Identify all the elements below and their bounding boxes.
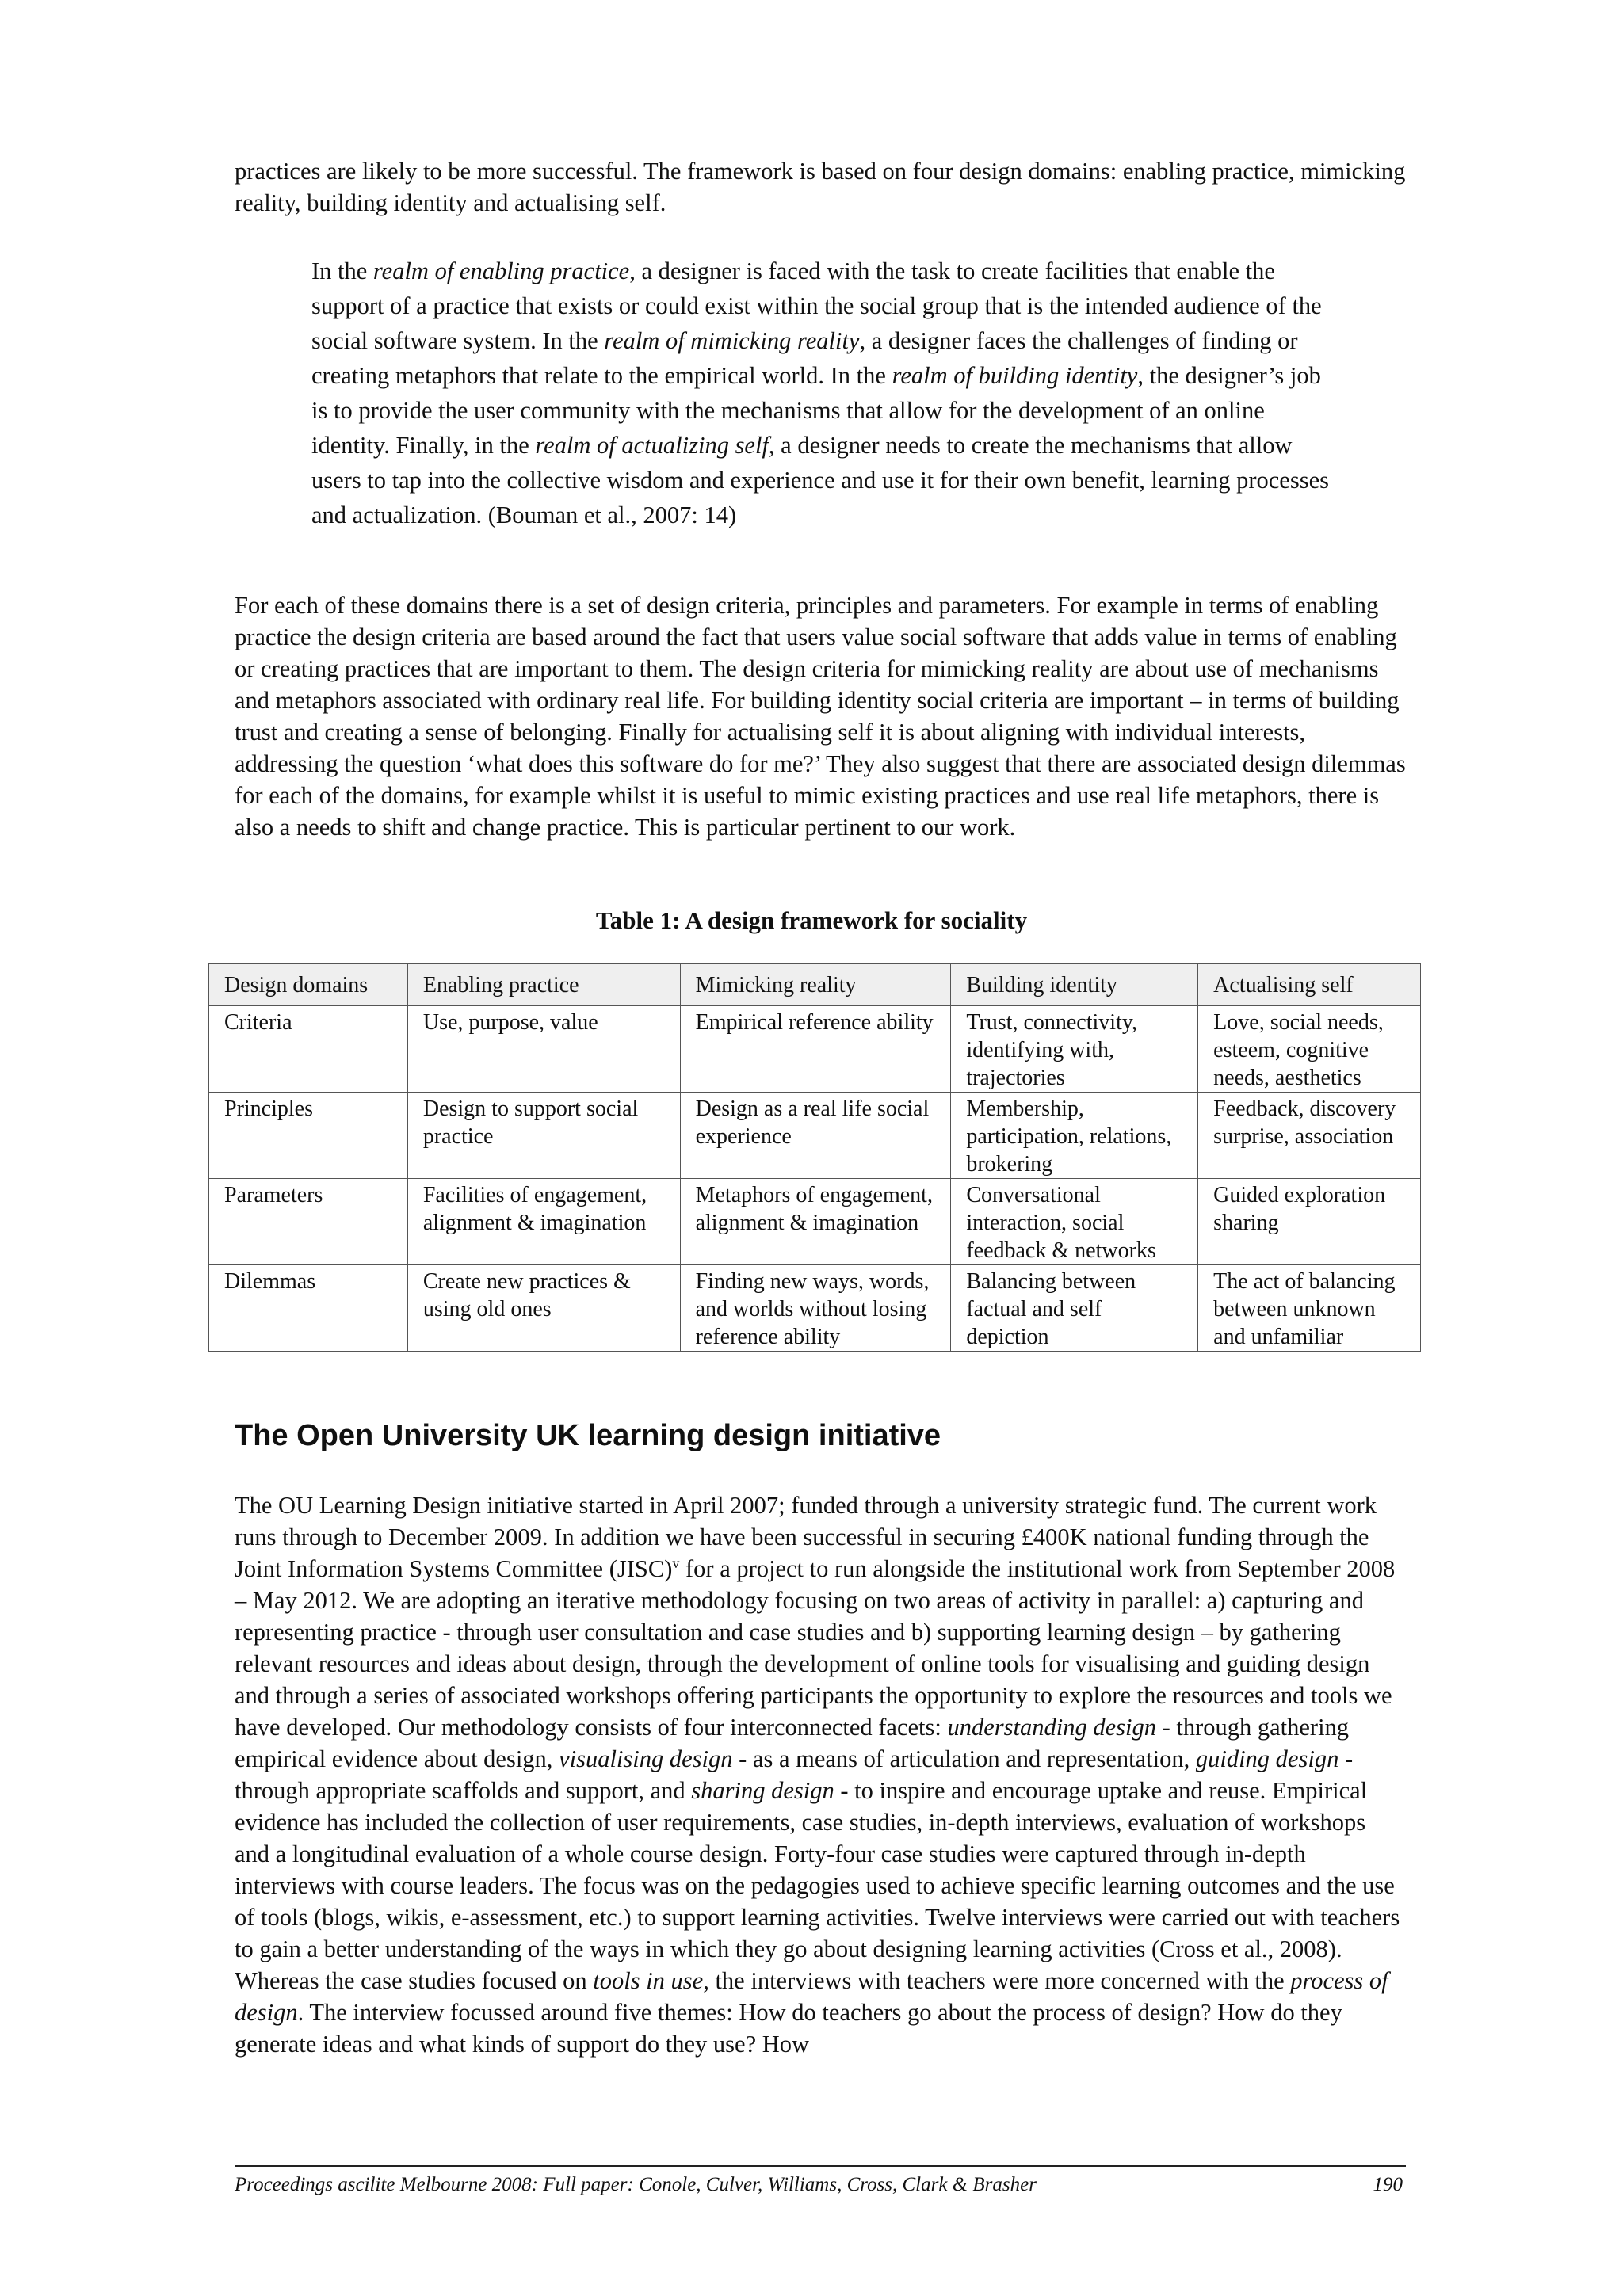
paragraph-emphasis: tools in use — [593, 1967, 704, 1994]
table-row — [209, 1093, 1421, 1179]
footnote-marker[interactable]: v — [672, 1554, 680, 1571]
table-cell: Feedback, discovery surprise, association — [1198, 1093, 1421, 1179]
paragraph-emphasis: understanding design — [947, 1714, 1156, 1741]
paragraph-emphasis: visualising design — [559, 1745, 733, 1772]
table-cell: Metaphors of engagement, alignment & imagination — [680, 1179, 951, 1265]
paragraph-emphasis: sharing design — [691, 1777, 834, 1804]
quote-emphasis: realm of mimicking reality — [604, 327, 860, 354]
table-cell: Design to support social practice — [407, 1093, 680, 1179]
section-paragraph — [235, 1489, 1406, 2060]
page-number: 190 — [1373, 2174, 1403, 2195]
quote-text: , a designer is faced with the task to create facilities that enable the support of a practice that exists or could exist within the social group that is the intended audience of the social software system. In the — [311, 257, 1322, 354]
quote-emphasis: realm of building identity — [892, 362, 1138, 389]
section-heading: The Open University UK learning design initiative — [235, 1419, 941, 1452]
paragraph-text: for a project to run alongside the institutional work from September 2008 – May 2012. We are adopting an iterative methodology focusing on two areas of activity in parallel: a) capturing and representing practice - through user consultation and case studies and b) supporting learning design – by gathering relevant resources and ideas about design, through the development of online tools for visualising and guiding design and through a series of associated workshops offering participants the opportunity to explore the resources and tools we have developed. Our methodology consists of four interconnected facets: — [235, 1555, 1396, 1741]
table-caption: Table 1: A design framework for sociality — [595, 906, 1028, 934]
page-footer — [235, 2172, 1403, 2198]
paragraph-emphasis: process of design — [235, 1967, 1388, 2026]
paragraph-text: . The interview focussed around five themes: How do teachers go about the process of design? How do they generate ideas and what kinds of support do they use? How — [235, 1999, 1342, 2058]
table-header-cell: Building identity — [951, 964, 1198, 1006]
table-cell: Empirical reference ability — [680, 1006, 951, 1093]
criteria-paragraph: For each of these domains there is a set of design criteria, principles and parameters. For example in terms of enabling practice the design criteria are based around the fact that users value social software that adds value in terms of enabling or creating practices that are important to them. The design criteria for mimicking reality are about use of mechanisms and metaphors associated with ordinary real life. For building identity social criteria are important – in terms of building trust and creating a sense of belonging. Finally for actualising self it is about aligning with individual interests, addressing the question ‘what does this software do for me?’ They also suggest that there are associated design dilemmas for each of the domains, for example whilst it is useful to mimic existing practices and use real life metaphors, there is also a needs to shift and change practice. This is particular pertinent to our work. — [235, 592, 1406, 841]
table-cell: Membership, participation, relations, brokering — [951, 1093, 1198, 1179]
block-quote — [311, 254, 1334, 532]
table-cell: Guided exploration sharing — [1198, 1179, 1421, 1265]
table-row — [209, 1179, 1421, 1265]
design-framework-table — [208, 963, 1421, 1352]
quote-text: , a designer faces the challenges of finding or creating metaphors that relate to the empirical world. In the — [311, 327, 1298, 389]
quote-text: , the designer’s job is to provide the user community with the mechanisms that allow for the development of an online identity. Finally, in the — [311, 362, 1321, 459]
table-header-cell: Mimicking reality — [680, 964, 951, 1006]
intro-paragraph: practices are likely to be more successful. The framework is based on four design domains: enabling practice, mimicking reality, building identity and actualising self. — [235, 158, 1406, 216]
table-row — [209, 1265, 1421, 1352]
table-cell: Dilemmas — [209, 1265, 408, 1352]
table-cell: Balancing between factual and self depiction — [951, 1265, 1198, 1352]
paragraph-text: - to inspire and encourage uptake and reuse. Empirical evidence has included the collection of user requirements, case studies, in-depth interviews, evaluation of workshops and a longitudinal evaluation of a whole course design. Forty-four case studies were captured through in-depth interviews with course leaders. The focus was on the pedagogies used to achieve specific learning outcomes and the use of tools (blogs, wikis, e-assessment, etc.) to support learning activities. Twelve interviews were carried out with teachers to gain a better understanding of the ways in which they go about designing learning activities (Cross et al., 2008). Whereas the case studies focused on — [235, 1777, 1400, 1994]
footer-divider — [235, 2165, 1406, 2167]
paragraph-emphasis: guiding design — [1195, 1745, 1339, 1772]
table-cell: The act of balancing between unknown and unfamiliar — [1198, 1265, 1421, 1352]
table-header-cell: Design domains — [209, 964, 408, 1006]
table-cell: Finding new ways, words, and worlds without losing reference ability — [680, 1265, 951, 1352]
footer-citation: Proceedings ascilite Melbourne 2008: Full paper: Conole, Culver, Williams, Cross, Clark & Brasher — [235, 2174, 1037, 2195]
paragraph-text: - through gathering empirical evidence about design, — [235, 1714, 1350, 1772]
quote-text: , a designer needs to create the mechanisms that allow users to tap into the collective wisdom and experience and use it for their own benefit, learning processes and actualization. (Bouman et al., 2007: 14) — [311, 432, 1329, 528]
table-header-row — [209, 964, 1421, 1006]
quote-emphasis: realm of enabling practice — [372, 257, 630, 284]
quote-emphasis: realm of actualizing self — [535, 432, 769, 459]
table-cell: Design as a real life social experience — [680, 1093, 951, 1179]
table-cell: Trust, connectivity, identifying with, trajectories — [951, 1006, 1198, 1093]
table-cell: Love, social needs, esteem, cognitive needs, aesthetics — [1198, 1006, 1421, 1093]
table-header-cell: Actualising self — [1198, 964, 1421, 1006]
quote-text: In the — [311, 257, 373, 284]
table-cell: Criteria — [209, 1006, 408, 1093]
table-cell: Create new practices & using old ones — [407, 1265, 680, 1352]
table-cell: Principles — [209, 1093, 408, 1179]
table-cell: Use, purpose, value — [407, 1006, 680, 1093]
table-header-cell: Enabling practice — [407, 964, 680, 1006]
table-cell: Facilities of engagement, alignment & imagination — [407, 1179, 680, 1265]
table-row — [209, 1006, 1421, 1093]
paragraph-text: - as a means of articulation and representation, — [732, 1745, 1196, 1772]
paragraph-text: The OU Learning Design initiative started in April 2007; funded through a university strategic fund. The current work runs through to December 2009. In addition we have been successful in securing £400K national funding through the Joint Information Systems Committee (JISC) — [235, 1492, 1377, 1582]
table-cell: Parameters — [209, 1179, 408, 1265]
paragraph-text: - through appropriate scaffolds and support, and — [235, 1745, 1354, 1804]
table-cell: Conversational interaction, social feedback & networks — [951, 1179, 1198, 1265]
paragraph-text: , the interviews with teachers were more concerned with the — [703, 1967, 1291, 1994]
